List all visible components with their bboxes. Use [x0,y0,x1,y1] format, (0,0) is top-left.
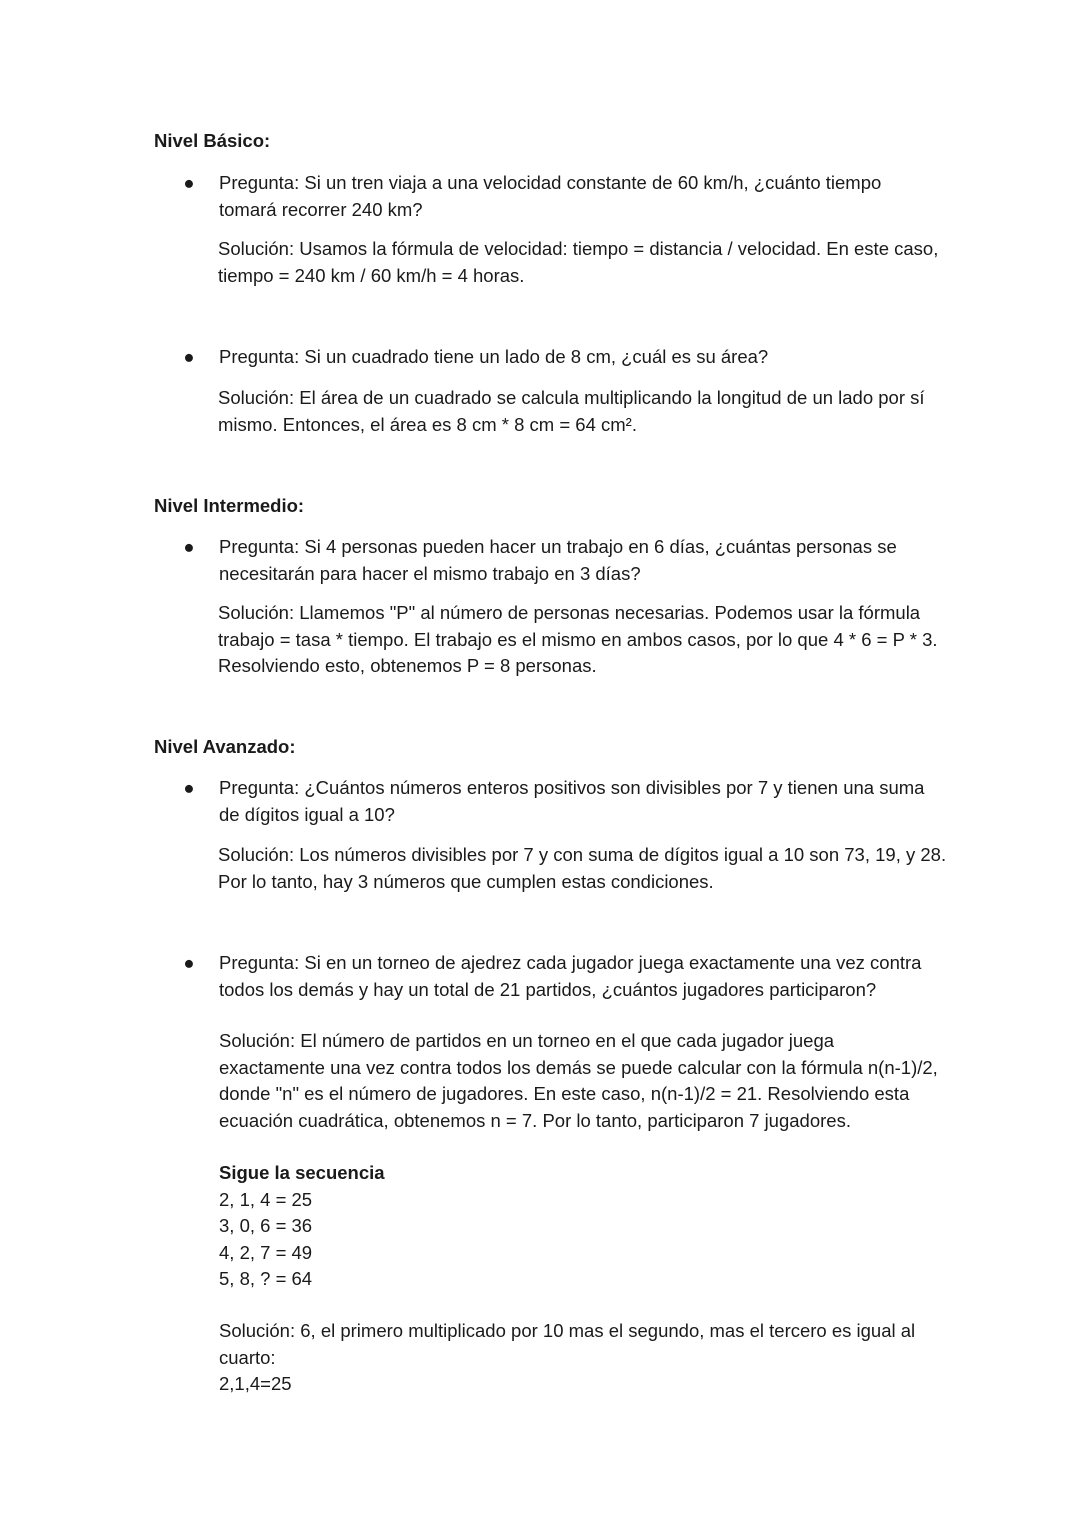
solution-line: ecuación cuadrática, obtenemos n = 7. Por lo tanto, participaron 7 jugadores. [219,1109,851,1131]
solution-line: Solución: Llamemos "P" al número de personas necesarias. Podemos usar la fórmula [218,602,921,623]
question-line: tomará recorrer 240 km? [219,198,423,220]
section-heading-advanced: Nivel Avanzado: [154,736,296,757]
solution-line: cuarto: [219,1346,276,1368]
question-line: Pregunta: ¿Cuántos números enteros positivos son divisibles por 7 y tienen una suma [219,777,925,798]
solution-advanced-2 [219,1028,944,1134]
solution-line: tiempo = 240 km / 60 km/h = 4 horas. [218,264,525,286]
solution-basic-1 [218,236,943,289]
question-advanced-2 [219,950,939,1003]
solution-line: Solución: 6, el primero multiplicado por 10 mas el segundo, mas el tercero es igual al [219,1320,916,1341]
sequence-line: 5, 8, ? = 64 [219,1268,313,1289]
solution-line: donde "n" es el número de jugadores. En este caso, n(n-1)/2 = 21. Resolviendo esta [219,1083,910,1104]
question-intermediate-1 [219,534,939,587]
solution-line: Resolviendo esto, obtenemos P = 8 personas. [218,655,597,676]
solution-line: Solución: El número de partidos en un torneo en el que cada jugador juega [219,1030,835,1051]
question-advanced-1 [219,775,939,828]
sequence-title: Sigue la secuencia [219,1162,385,1183]
solution-line: exactamente una vez contra todos los demás se puede calcular con la fórmula n(n-1)/2, [219,1056,938,1078]
solution-line: Solución: El área de un cuadrado se calcula multiplicando la longitud de un lado por sí [218,387,925,408]
question-line: Pregunta: Si en un torneo de ajedrez cada jugador juega exactamente una vez contra [219,952,922,973]
question-line: Pregunta: Si un tren viaja a una velocidad constante de 60 km/h, ¿cuánto tiempo [219,172,882,193]
bullet-icon: ● [183,346,195,367]
sequence-line: 3, 0, 6 = 36 [219,1215,313,1236]
bullet-icon: ● [183,172,195,193]
sequence-puzzle [219,1160,939,1293]
question-line: de dígitos igual a 10? [219,803,395,825]
solution-basic-2 [218,385,938,438]
solution-line: Solución: Los números divisibles por 7 y con suma de dígitos igual a 10 son 73, 19, y 28. [218,844,947,865]
solution-line: mismo. Entonces, el área es 8 cm * 8 cm = 64 cm². [218,413,637,435]
question-line: Pregunta: Si 4 personas pueden hacer un trabajo en 6 días, ¿cuántas personas se [219,536,897,557]
question-line: Pregunta: Si un cuadrado tiene un lado de 8 cm, ¿cuál es su área? [219,346,769,367]
question-basic-1 [219,170,939,223]
solution-advanced-1 [218,842,947,895]
question-line: todos los demás y hay un total de 21 partidos, ¿cuántos jugadores participaron? [219,978,877,1000]
solution-line: Por lo tanto, hay 3 números que cumplen estas condiciones. [218,870,714,892]
solution-line: trabajo = tasa * tiempo. El trabajo es el mismo en ambos casos, por lo que 4 * 6 = P * 3. [218,628,938,650]
solution-line: Solución: Usamos la fórmula de velocidad: tiempo = distancia / velocidad. En este caso, [218,238,939,259]
sequence-line: 2, 1, 4 = 25 [219,1188,313,1210]
question-basic-2 [219,344,939,371]
bullet-icon: ● [183,952,195,973]
question-line: necesitarán para hacer el mismo trabajo en 3 días? [219,562,641,584]
sequence-solution [219,1318,939,1398]
section-heading-intermediate: Nivel Intermedio: [154,495,305,516]
section-heading-basic: Nivel Básico: [154,130,271,151]
sequence-line: 4, 2, 7 = 49 [219,1241,313,1263]
solution-line: 2,1,4=25 [219,1373,292,1394]
solution-intermediate-1 [218,600,943,680]
bullet-icon: ● [183,777,195,798]
bullet-icon: ● [183,536,195,557]
